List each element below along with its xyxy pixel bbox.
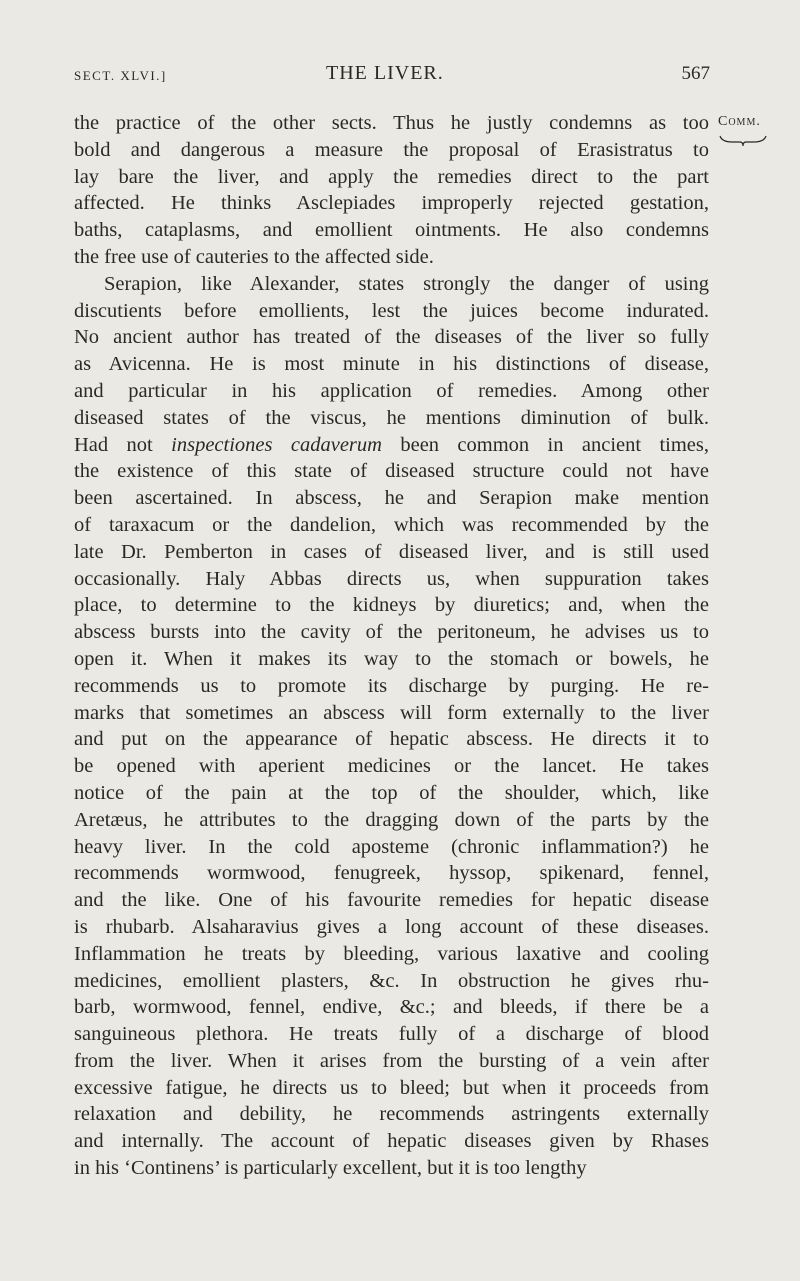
text-line: lay bare the liver, and apply the remedies direct to the part: [74, 165, 709, 188]
text-line: relaxation and debility, he recommends astringents externally: [74, 1103, 709, 1126]
text-line: occasionally. Haly Abbas directs us, when suppuration takes: [74, 567, 709, 590]
text-line: affected. He thinks Asclepiades improperly rejected gestation,: [74, 192, 709, 215]
text-line: Inflammation he treats by bleeding, various laxative and cooling: [74, 942, 709, 965]
paragraph: [74, 271, 709, 1182]
italic-phrase: inspectiones cadaverum: [171, 433, 382, 456]
text-line: recommends us to promote its discharge by purging. He re-: [74, 674, 709, 697]
text-line: from the liver. When it arises from the bursting of a vein after: [74, 1049, 709, 1072]
text-line: and particular in his application of remedies. Among other: [74, 379, 709, 402]
margin-note: Comm.: [718, 114, 761, 129]
text-line: Aretæus, he attributes to the dragging down of the parts by the: [74, 808, 709, 831]
text-line: and put on the appearance of hepatic abscess. He directs it to: [74, 728, 709, 751]
text-line: diseased states of the viscus, he mentions diminution of bulk.: [74, 406, 709, 429]
text-line: medicines, emollient plasters, &c. In obstruction he gives rhu-: [74, 969, 709, 992]
margin-brace-icon: [718, 134, 768, 148]
body-text: [74, 110, 709, 1182]
running-head: [74, 62, 710, 90]
text-line: bold and dangerous a measure the proposal of Erasistratus to: [74, 138, 709, 161]
text-line: the practice of the other sects. Thus he justly condemns as too: [74, 112, 709, 134]
text-line: in his ‘Continens’ is particularly excellent, but it is too lengthy: [74, 1157, 587, 1180]
text-line: of taraxacum or the dandelion, which was recommended by the: [74, 513, 709, 536]
text-line: heavy liver. In the cold aposteme (chronic inflammation?) he: [74, 835, 709, 858]
text-line: No ancient author has treated of the diseases of the liver so fully: [74, 326, 709, 349]
chapter-title: THE LIVER.: [326, 62, 444, 84]
text-line: Had not inspectiones cadaverum been common in ancient times,: [74, 433, 709, 456]
text-line: the free use of cauteries to the affected side.: [74, 245, 434, 268]
text-line: notice of the pain at the top of the shoulder, which, like: [74, 781, 709, 804]
text-line: the existence of this state of diseased structure could not have: [74, 460, 709, 483]
text-line: be opened with aperient medicines or the lancet. He takes: [74, 755, 709, 778]
text-line: and internally. The account of hepatic diseases given by Rhases: [74, 1130, 709, 1153]
text-line: excessive fatigue, he directs us to bleed; but when it proceeds from: [74, 1076, 709, 1099]
text-line: abscess bursts into the cavity of the peritoneum, he advises us to: [74, 621, 709, 644]
text-line: discutients before emollients, lest the juices become indurated.: [74, 299, 709, 322]
text-line: late Dr. Pemberton in cases of diseased liver, and is still used: [74, 540, 709, 563]
text-line: been ascertained. In abscess, he and Serapion make mention: [74, 487, 709, 510]
text-line: as Avicenna. He is most minute in his distinctions of disease,: [74, 353, 709, 376]
text-line: open it. When it makes its way to the stomach or bowels, he: [74, 647, 709, 670]
text-line: sanguineous plethora. He treats fully of a discharge of blood: [74, 1023, 709, 1046]
paragraph: [74, 110, 709, 271]
section-label: SECT. XLVI.]: [74, 68, 167, 83]
text-line: is rhubarb. Alsaharavius gives a long account of these diseases.: [74, 915, 709, 938]
text-line: place, to determine to the kidneys by diuretics; and, when the: [74, 594, 709, 617]
text-line: barb, wormwood, fennel, endive, &c.; and bleeds, if there be a: [74, 996, 709, 1019]
text-line: Serapion, like Alexander, states strongly the danger of using: [104, 272, 709, 295]
page-number: 567: [681, 63, 710, 84]
text-line: marks that sometimes an abscess will form externally to the liver: [74, 701, 709, 724]
text-line: and the like. One of his favourite remedies for hepatic disease: [74, 889, 709, 912]
text-line: baths, cataplasms, and emollient ointments. He also condemns: [74, 219, 709, 242]
text-line: recommends wormwood, fenugreek, hyssop, spikenard, fennel,: [74, 862, 709, 885]
